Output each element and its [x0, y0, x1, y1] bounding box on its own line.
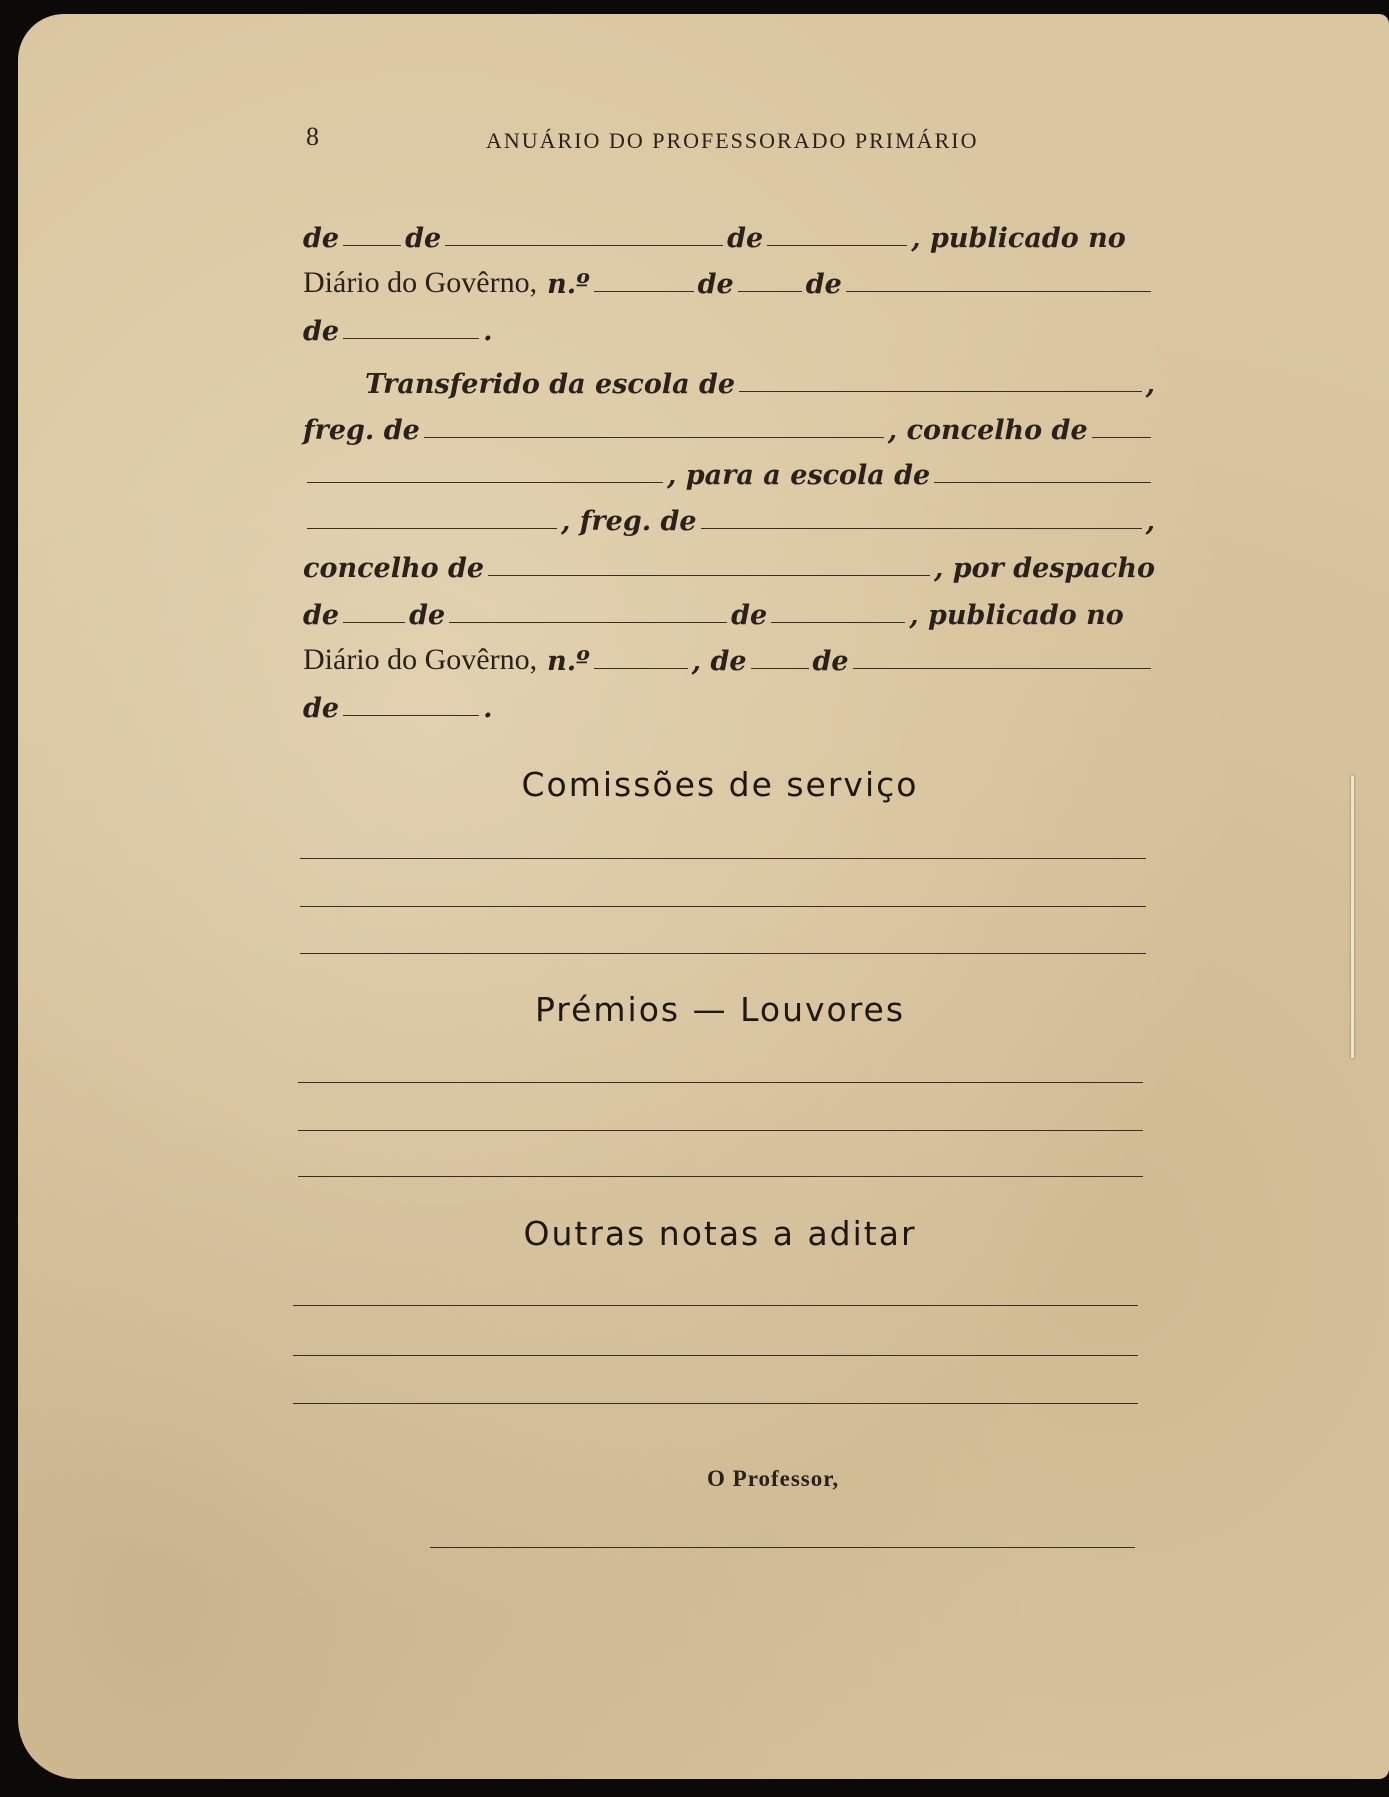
- running-title: ANUÁRIO DO PROFESSORADO PRIMÁRIO: [486, 128, 979, 153]
- form-line-3: [303, 305, 1155, 347]
- blank-field[interactable]: [594, 291, 694, 292]
- writing-line[interactable]: [293, 1355, 1138, 1356]
- blank-field[interactable]: [1092, 437, 1151, 438]
- form-text: de: [409, 600, 446, 631]
- blank-field[interactable]: [846, 291, 1151, 292]
- form-text: de: [303, 693, 340, 724]
- blank-field[interactable]: [307, 528, 557, 529]
- form-text: freg. de: [303, 415, 420, 446]
- form-text: de: [731, 600, 768, 631]
- blank-field[interactable]: [445, 245, 723, 246]
- form-text: ,: [1145, 506, 1155, 537]
- form-text: de: [805, 269, 842, 300]
- form-text: de: [727, 223, 764, 254]
- writing-line[interactable]: [300, 953, 1146, 954]
- blank-field[interactable]: [934, 482, 1151, 483]
- blank-field[interactable]: [853, 668, 1151, 669]
- section-heading-premios: Prémios — Louvores: [534, 990, 906, 1029]
- writing-line[interactable]: [298, 1176, 1143, 1177]
- writing-line[interactable]: [293, 1403, 1138, 1404]
- blank-field[interactable]: [767, 245, 907, 246]
- writing-line[interactable]: [298, 1082, 1143, 1083]
- blank-field[interactable]: [343, 622, 405, 623]
- form-text: , publicado no: [911, 223, 1126, 254]
- blank-field[interactable]: [701, 528, 1142, 529]
- blank-field[interactable]: [771, 622, 905, 623]
- form-text: de: [405, 223, 442, 254]
- form-text: Diário do Govêrno,: [303, 643, 538, 676]
- blank-field[interactable]: [449, 622, 727, 623]
- form-line-11: [303, 682, 1155, 724]
- blank-field[interactable]: [343, 715, 479, 716]
- form-text: , de: [691, 646, 747, 677]
- form-text: , publicado no: [909, 600, 1124, 631]
- form-text: .: [483, 693, 493, 724]
- blank-field[interactable]: [343, 245, 401, 246]
- form-text: .: [483, 316, 493, 347]
- writing-line[interactable]: [298, 1130, 1143, 1131]
- form-text: n.º: [547, 646, 590, 677]
- signature-label: O Professor,: [707, 1466, 840, 1491]
- writing-line[interactable]: [300, 906, 1146, 907]
- form-text: Transferido da escola de: [365, 369, 736, 400]
- form-line-1: [303, 212, 1155, 254]
- blank-field[interactable]: [738, 291, 802, 292]
- form-line-7: [303, 495, 1155, 537]
- form-line-5: [303, 404, 1155, 446]
- writing-line[interactable]: [300, 858, 1146, 859]
- blank-field[interactable]: [751, 668, 809, 669]
- blank-field[interactable]: [488, 575, 930, 576]
- form-line-4: [303, 358, 1155, 400]
- writing-line[interactable]: [293, 1305, 1138, 1306]
- form-text: de: [697, 269, 734, 300]
- blank-field[interactable]: [343, 338, 479, 339]
- form-text: , por despacho: [933, 553, 1155, 584]
- form-line-10: [303, 635, 1155, 677]
- page-number: 8: [306, 122, 319, 151]
- form-line-2: [303, 258, 1155, 300]
- form-text: de: [303, 223, 340, 254]
- form-text: de: [303, 316, 340, 347]
- form-line-6: [303, 449, 1155, 491]
- section-heading-comissoes: Comissões de serviço: [521, 765, 919, 804]
- form-line-9: [303, 589, 1155, 631]
- form-text: , freg. de: [561, 506, 697, 537]
- form-text: concelho de: [303, 553, 485, 584]
- form-text: de: [812, 646, 849, 677]
- form-text: n.º: [547, 269, 590, 300]
- blank-field[interactable]: [594, 668, 688, 669]
- form-line-8: [303, 542, 1155, 584]
- form-text: Diário do Govêrno,: [303, 266, 538, 299]
- blank-field[interactable]: [739, 391, 1142, 392]
- blank-field[interactable]: [424, 437, 884, 438]
- section-heading-outras: Outras notas a aditar: [523, 1214, 917, 1253]
- signature-line[interactable]: [430, 1547, 1135, 1548]
- blank-field[interactable]: [307, 482, 663, 483]
- form-text: de: [303, 600, 340, 631]
- form-text: ,: [1145, 369, 1155, 400]
- form-text: , para a escola de: [667, 460, 931, 491]
- form-text: , concelho de: [887, 415, 1088, 446]
